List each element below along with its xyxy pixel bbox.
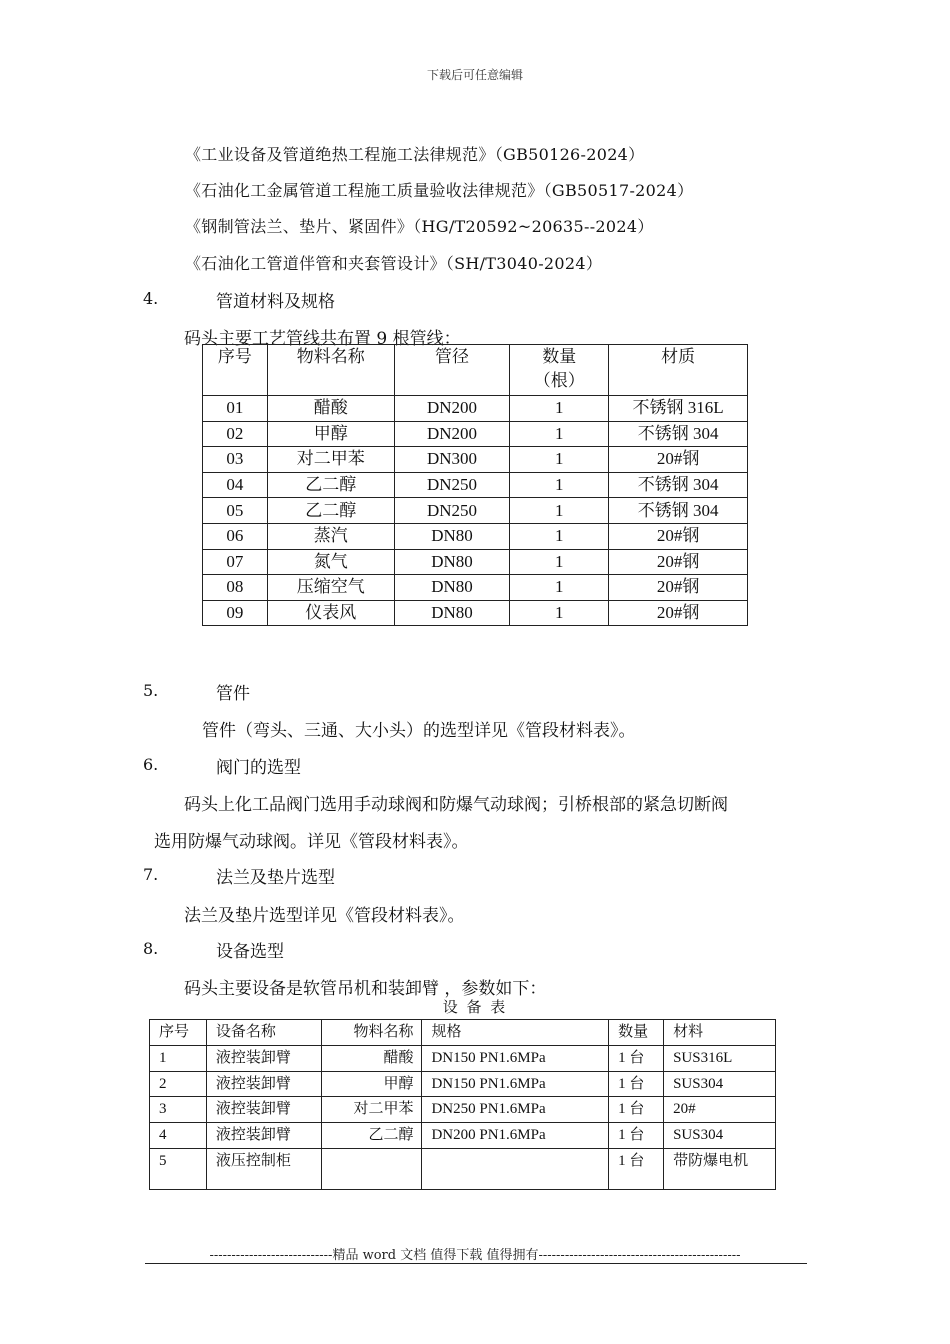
- table-row: [203, 396, 748, 422]
- section-body: 法兰及垫片选型详见《管段材料表》。: [184, 906, 465, 926]
- pipe-materials-table: [202, 344, 748, 626]
- section-number: 5.: [143, 681, 159, 700]
- table-cell: DN150 PN1.6MPa: [422, 1045, 609, 1071]
- reference-line: 《石油化工金属管道工程施工质量验收法律规范》（GB50517-2024）: [185, 181, 694, 200]
- table-cell: 液控装卸臂: [206, 1123, 321, 1149]
- table-cell: 甲醇: [321, 1071, 422, 1097]
- section-number: 4.: [143, 289, 159, 308]
- table-cell: 04: [203, 472, 268, 498]
- table-cell: 1: [150, 1045, 207, 1071]
- table-cell: 5: [150, 1148, 207, 1189]
- page-footer: ----------------------------精品 word 文档 值得下载 值得拥有----------------------------------------------: [209, 1248, 741, 1263]
- table-cell: DN300: [394, 447, 510, 473]
- table-cell: [321, 1148, 422, 1189]
- table-cell: DN200: [394, 421, 510, 447]
- table-cell: 01: [203, 396, 268, 422]
- section-title: 阀门的选型: [216, 758, 301, 778]
- column-header: 序号: [203, 345, 268, 396]
- table-row: [150, 1148, 776, 1189]
- table-header-row: [150, 1020, 776, 1046]
- column-header: 管径: [394, 345, 510, 396]
- table-row: [203, 600, 748, 626]
- column-header: 序号: [150, 1020, 207, 1046]
- table-cell: DN80: [394, 575, 510, 601]
- column-header: 材料: [664, 1020, 776, 1046]
- table-cell: 对二甲苯: [321, 1097, 422, 1123]
- table-cell: 20#钢: [609, 600, 748, 626]
- table-cell: 08: [203, 575, 268, 601]
- section-number: 6.: [143, 755, 159, 774]
- table-cell: 1: [510, 447, 609, 473]
- table-cell: 1: [510, 396, 609, 422]
- table-cell: 不锈钢 304: [609, 421, 748, 447]
- table-cell: 07: [203, 549, 268, 575]
- table-cell: 不锈钢 304: [609, 498, 748, 524]
- column-header-line: 数量: [542, 347, 577, 366]
- table-cell: 20#钢: [609, 447, 748, 473]
- table-cell: 不锈钢 316L: [609, 396, 748, 422]
- column-header: 物料名称: [321, 1020, 422, 1046]
- table-cell: 05: [203, 498, 268, 524]
- table-row: [203, 498, 748, 524]
- table-cell: 2: [150, 1071, 207, 1097]
- table-cell: 甲醇: [267, 421, 394, 447]
- table-cell: 4: [150, 1123, 207, 1149]
- table-cell: 液控装卸臂: [206, 1071, 321, 1097]
- table-cell: 醋酸: [321, 1045, 422, 1071]
- table-caption: 设 备 表: [442, 998, 508, 1016]
- table-row: [203, 575, 748, 601]
- column-header: 设备名称: [206, 1020, 321, 1046]
- section-body: 选用防爆气动球阀。详见《管段材料表》。: [154, 832, 469, 852]
- table-cell: 20#钢: [609, 575, 748, 601]
- table-cell: 09: [203, 600, 268, 626]
- table-row: [203, 447, 748, 473]
- table-cell: 液控装卸臂: [206, 1097, 321, 1123]
- table-cell: 氮气: [267, 549, 394, 575]
- equipment-table: [149, 1019, 776, 1190]
- table-cell: DN200 PN1.6MPa: [422, 1123, 609, 1149]
- table-cell: DN80: [394, 523, 510, 549]
- table-cell: [422, 1148, 609, 1189]
- table-cell: DN250: [394, 498, 510, 524]
- table-cell: 1 台: [609, 1123, 664, 1149]
- column-header: 物料名称: [267, 345, 394, 396]
- table-cell: 乙二醇: [267, 472, 394, 498]
- table-cell: 1 台: [609, 1097, 664, 1123]
- table-cell: DN250 PN1.6MPa: [422, 1097, 609, 1123]
- section-body: 码头上化工品阀门选用手动球阀和防爆气动球阀；引桥根部的紧急切断阀: [184, 795, 728, 815]
- section-number: 7.: [143, 865, 159, 884]
- column-header: [510, 345, 609, 396]
- table-cell: 03: [203, 447, 268, 473]
- table-cell: 1: [510, 549, 609, 575]
- table-cell: 20#: [664, 1097, 776, 1123]
- table-cell: 乙二醇: [267, 498, 394, 524]
- table-cell: 1 台: [609, 1045, 664, 1071]
- table-cell: 对二甲苯: [267, 447, 394, 473]
- page-header: 下载后可任意编辑: [426, 68, 523, 82]
- table-row: [150, 1097, 776, 1123]
- table-cell: DN200: [394, 396, 510, 422]
- table-cell: 1: [510, 600, 609, 626]
- section-title: 法兰及垫片选型: [216, 868, 335, 888]
- table-row: [150, 1123, 776, 1149]
- footer-divider: [145, 1263, 807, 1264]
- table-cell: 1: [510, 498, 609, 524]
- table-cell: 1: [510, 472, 609, 498]
- table-cell: 1 台: [609, 1071, 664, 1097]
- table-cell: 醋酸: [267, 396, 394, 422]
- reference-line: 《石油化工管道伴管和夹套管设计》（SH/T3040-2024）: [185, 254, 603, 273]
- table-cell: 乙二醇: [321, 1123, 422, 1149]
- table-cell: 1: [510, 523, 609, 549]
- section-number: 8.: [143, 939, 159, 958]
- table-row: [203, 549, 748, 575]
- table-cell: 液压控制柜: [206, 1148, 321, 1189]
- section-body: 管件（弯头、三通、大小头）的选型详见《管段材料表》。: [202, 721, 636, 741]
- column-header: 数量: [609, 1020, 664, 1046]
- table-cell: SUS316L: [664, 1045, 776, 1071]
- table-cell: 06: [203, 523, 268, 549]
- table-cell: DN80: [394, 600, 510, 626]
- table-cell: 压缩空气: [267, 575, 394, 601]
- table-row: [203, 421, 748, 447]
- table-cell: 1: [510, 421, 609, 447]
- section-intro: 码头主要设备是软管吊机和装卸臂 ，参数如下：: [184, 979, 547, 999]
- table-cell: 仪表风: [267, 600, 394, 626]
- table-cell: 20#钢: [609, 549, 748, 575]
- table-cell: 不锈钢 304: [609, 472, 748, 498]
- table-cell: 液控装卸臂: [206, 1045, 321, 1071]
- table-cell: 蒸汽: [267, 523, 394, 549]
- section-title: 管道材料及规格: [216, 292, 335, 312]
- table-cell: 3: [150, 1097, 207, 1123]
- section-title: 设备选型: [216, 942, 284, 962]
- reference-line: 《工业设备及管道绝热工程施工法律规范》（GB50126-2024）: [185, 145, 645, 164]
- table-cell: 1 台: [609, 1148, 664, 1189]
- table-cell: DN150 PN1.6MPa: [422, 1071, 609, 1097]
- table-header-row: [203, 345, 748, 396]
- table-cell: 02: [203, 421, 268, 447]
- table-cell: 1: [510, 575, 609, 601]
- table-row: [150, 1071, 776, 1097]
- table-cell: DN80: [394, 549, 510, 575]
- table-row: [203, 523, 748, 549]
- column-header: 材质: [609, 345, 748, 396]
- table-cell: DN250: [394, 472, 510, 498]
- table-cell: SUS304: [664, 1071, 776, 1097]
- table-row: [203, 472, 748, 498]
- table-cell: 20#钢: [609, 523, 748, 549]
- column-header-line: （根）: [533, 371, 585, 390]
- section-title: 管件: [216, 684, 250, 704]
- section-intro: 码头主要工艺管线共布置 9 根管线：: [184, 329, 461, 349]
- table-row: [150, 1045, 776, 1071]
- reference-line: 《钢制管法兰、垫片、紧固件》（HG/T20592~20635--2024）: [185, 217, 654, 236]
- column-header: 规格: [422, 1020, 609, 1046]
- table-cell: SUS304: [664, 1123, 776, 1149]
- table-cell: 带防爆电机: [664, 1148, 776, 1189]
